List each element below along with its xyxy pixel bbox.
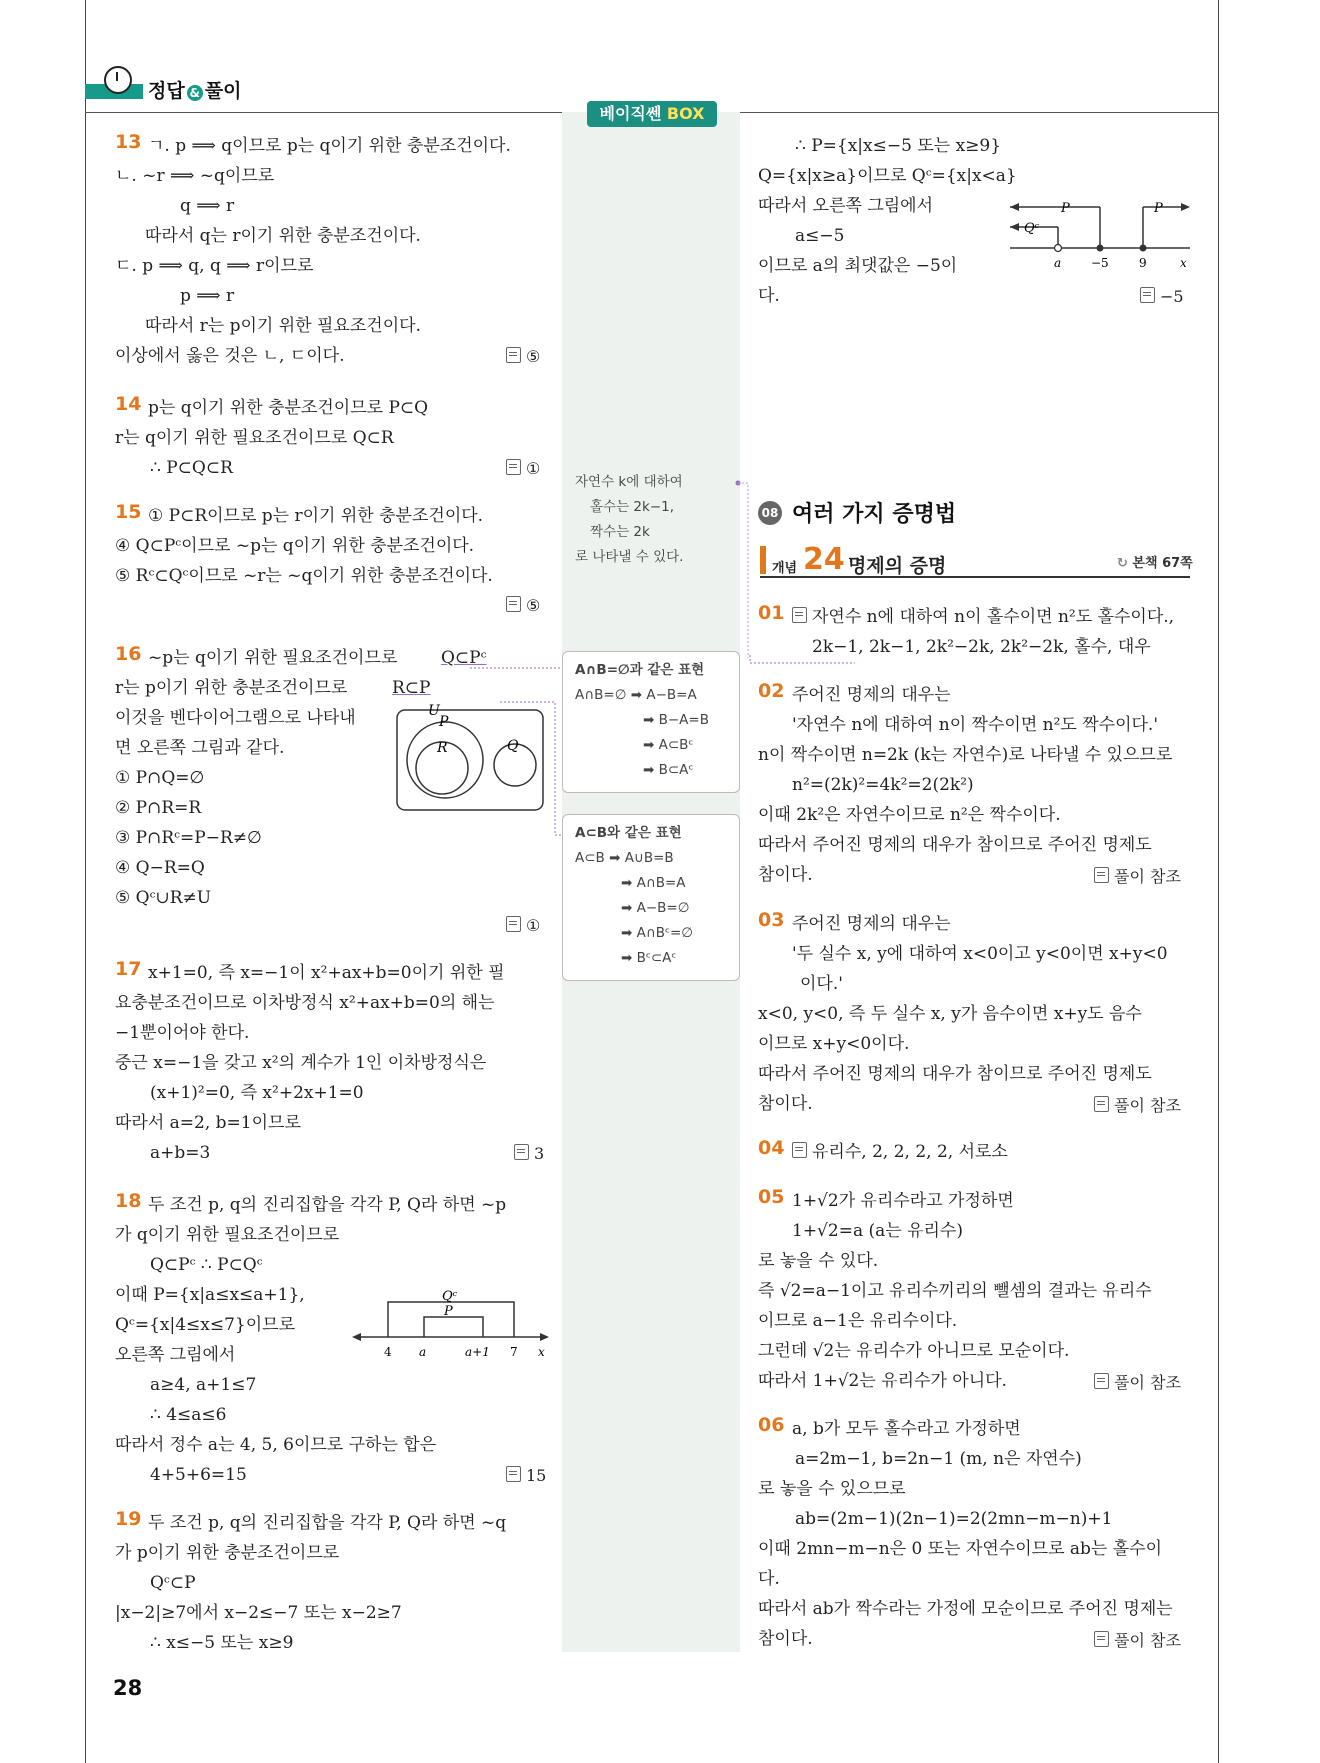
answer-label: 3 [514,1144,544,1163]
text-line: 따라서 ab가 짝수라는 가정에 모순이므로 주어진 명제는 [758,1599,1173,1619]
answer-icon [792,1142,807,1158]
text-line: 주어진 명제의 대우는 [792,914,951,934]
venn-label-q: Q [507,738,519,754]
text-line: a≤−5 [795,226,845,246]
answer-label: ① [506,916,540,935]
text-line: ∴ 4≤a≤6 [150,1405,227,1425]
answer-icon [506,916,521,932]
box-line: ➡ A⊂Bᶜ [643,737,694,753]
text-line: 오른쪽 그림에서 [115,1345,236,1365]
note-line: 홀수는 2k−1, [590,499,675,515]
text-line: ③ P∩Rᶜ=P−R≠∅ [115,828,262,848]
text-line: 유리수, 2, 2, 2, 2, 서로소 [792,1137,1008,1167]
problem-number: 05 [758,1186,785,1208]
text-line: 주어진 명제의 대우는 [792,685,951,705]
text-line: q ⟹ r [180,196,235,216]
text-line: 2k−1, 2k−1, 2k²−2k, 2k²−2k, 홀수, 대우 [812,637,1151,657]
box-line: ➡ A∩B=A [621,875,686,891]
answer-icon [506,1466,521,1482]
text-line: 가 p이기 위한 충분조건이므로 [115,1543,340,1563]
text-line: x<0, y<0, 즉 두 실수 x, y가 음수이면 x+y도 음수 [758,1004,1142,1024]
answer-label: 풀이 참조 [1094,1370,1181,1393]
box-line: A∩B=∅ ➡ A−B=A [575,687,697,703]
problem-number: 06 [758,1414,785,1436]
text-line: 이때 2mn−m−n은 0 또는 자연수이므로 ab는 홀수이 [758,1539,1163,1559]
text-line: 참이다. [758,1094,813,1114]
answer-icon [506,596,521,612]
text-line: ∴ P⊂Q⊂R [150,458,233,478]
answer-icon [1094,867,1109,883]
problem-number: 18 [115,1190,142,1212]
text-line: '자연수 n에 대하여 n이 짝수이면 n²도 짝수이다.' [792,715,1159,735]
answer-icon [1094,1096,1109,1112]
section-number-badge: 08 [758,501,782,525]
text-line: ab=(2m−1)(2n−1)=2(2mn−m−n)+1 [795,1509,1113,1529]
answer-icon [1140,287,1155,303]
concept-label: 개념 [772,561,798,576]
tick-a-plus-1: a+1 [465,1345,490,1359]
text-line: 다. [758,286,780,306]
text-line: 중근 x=−1을 갖고 x²의 계수가 1인 이차방정식은 [115,1053,487,1073]
text-line: 이므로 a−1은 유리수이다. [758,1311,958,1331]
text-line: ⑤ Qᶜ∪R≠U [115,888,212,908]
note-line: 자연수 k에 대하여 [575,474,683,490]
text-line: 이상에서 옳은 것은 ㄴ, ㄷ이다. [115,346,345,366]
answer-label: 15 [506,1466,546,1485]
text-line: r는 q이기 위한 필요조건이므로 Q⊂R [115,428,394,448]
concept-number: 24 [803,542,845,577]
answer-label: 풀이 참조 [1094,864,1181,887]
text-line: 두 조건 p, q의 진리집합을 각각 P, Q라 하면 ~q [148,1513,507,1533]
number-line-18 [352,1280,552,1360]
text-line: 자연수 n에 대하여 n이 홀수이면 n²도 홀수이다., [792,602,1174,632]
box-title: A∩B=∅과 같은 표현 [575,662,705,678]
text-line: 참이다. [758,865,813,885]
text-line: 따라서 a=2, b=1이므로 [115,1113,301,1133]
ampersand-badge: & [187,85,203,101]
text-line: ① P⊂R이므로 p는 r이기 위한 충분조건이다. [148,506,484,526]
basic-box-tab: 베이직쎈 BOX [587,101,717,127]
text-line: |x−2|≥7에서 x−2≤−7 또는 x−2≥7 [115,1603,402,1623]
text-line: 1+√2가 유리수라고 가정하면 [792,1191,1014,1211]
text-line: ④ Q⊂Pᶜ이므로 ~p는 q이기 위한 충분조건이다. [115,536,475,556]
label-p-right: P [1154,201,1163,216]
text-line: (x+1)²=0, 즉 x²+2x+1=0 [150,1083,364,1103]
concept-title: 명제의 증명 [848,555,947,577]
section-title: 여러 가지 증명법 [792,502,957,527]
answer-icon [1094,1373,1109,1389]
venn-label-u: U [428,703,440,719]
set-relation: R⊂P [392,678,431,698]
text-line: 따라서 주어진 명제의 대우가 참이므로 주어진 명제도 [758,835,1152,855]
text-line: ② P∩R=R [115,798,202,818]
tick-a: a [1054,256,1062,270]
text-line: 참이다. [758,1629,813,1649]
tick-4: 4 [384,1345,392,1359]
axis-x-label: x [1180,256,1187,270]
tick-9: 9 [1139,256,1147,270]
problem-number: 14 [115,393,142,415]
tick-a: a [419,1345,427,1359]
problem-number: 17 [115,958,142,980]
answer-icon [506,347,521,363]
header-title: 정답 & 풀이 [148,80,242,102]
answer-icon [514,1144,529,1160]
text-line: r는 p이기 위한 충분조건이므로 [115,678,348,698]
problem-number: 03 [758,909,785,931]
label-p-left: P [1061,201,1070,216]
text-line: a≥4, a+1≤7 [150,1375,257,1395]
text-line: 따라서 r는 p이기 위한 필요조건이다. [145,316,421,336]
problem-number: 15 [115,501,142,523]
text-line: 따라서 오른쪽 그림에서 [758,196,934,216]
number-line-19 [1008,193,1193,271]
text-line: ~p는 q이기 위한 필요조건이므로 [148,648,398,668]
text-line: 따라서 주어진 명제의 대우가 참이므로 주어진 명제도 [758,1064,1152,1084]
text-line: 요충분조건이므로 이차방정식 x²+ax+b=0의 해는 [115,993,495,1013]
text-line: −1뿐이어야 한다. [115,1023,250,1043]
text-line: Qᶜ={x|4≤x≤7}이므로 [115,1315,295,1335]
page-border-left [85,0,86,1763]
box-line: ➡ B⊂Aᶜ [643,762,694,778]
venn-label-r: R [437,740,448,756]
sidebar-connectors [470,660,565,840]
problem-number: 01 [758,602,785,624]
text-line: ① P∩Q=∅ [115,768,205,788]
problem-number: 13 [115,131,142,153]
problem-number: 04 [758,1137,785,1159]
text-line: 두 조건 p, q의 진리집합을 각각 P, Q라 하면 ~p [148,1195,507,1215]
answer-label: 풀이 참조 [1094,1628,1181,1651]
box-line: ➡ Bᶜ⊂Aᶜ [621,950,677,966]
text-line: 다. [758,1569,780,1589]
text-line: ∴ P={x|x≤−5 또는 x≥9} [795,136,1002,156]
answer-connector [740,655,860,671]
answer-label: ⑤ [506,596,540,615]
alarm-clock-icon [104,66,132,94]
text-line: ㄷ. p ⟹ q, q ⟹ r이므로 [115,256,314,276]
box-line: A⊂B ➡ A∪B=B [575,850,674,866]
text-line: ㄱ. p ⟹ q이므로 p는 q이기 위한 충분조건이다. [148,136,511,156]
text-line: 이때 P={x|a≤x≤a+1}, [115,1285,305,1305]
answer-icon [506,459,521,475]
answer-label: ⑤ [506,347,540,366]
note-line: 로 나타낼 수 있다. [575,549,684,565]
text-line: 즉 √2=a−1이고 유리수끼리의 뺄셈의 결과는 유리수 [758,1281,1152,1301]
text-line: '두 실수 x, y에 대하여 x<0이고 y<0이면 x+y<0 [792,944,1168,964]
venn-label-p: P [439,714,449,730]
text-line: 그런데 √2는 유리수가 아니므로 모순이다. [758,1341,1070,1361]
text-line: a=2m−1, b=2n−1 (m, n은 자연수) [795,1449,1082,1469]
answer-icon [1094,1631,1109,1647]
text-line: x+1=0, 즉 x=−1이 x²+ax+b=0이기 위한 필 [148,963,505,983]
text-line: 따라서 정수 a는 4, 5, 6이므로 구하는 합은 [115,1435,437,1455]
text-line: Q⊂Pᶜ ∴ P⊂Qᶜ [150,1255,263,1275]
tick-7: 7 [510,1345,518,1359]
note-connector [732,478,762,678]
text-line: p ⟹ r [180,286,235,306]
axis-x-label: x [538,1345,545,1359]
text-line: n²=(2k)²=4k²=2(2k²) [792,775,974,795]
text-line: 1+√2=a (a는 유리수) [792,1221,963,1241]
answer-icon [792,607,807,623]
problem-number: 16 [115,643,142,665]
label-p: P [444,1304,453,1319]
text-line: ∴ x≤−5 또는 x≥9 [150,1633,294,1653]
tick-minus-5: −5 [1091,256,1109,270]
label-qc: Qᶜ [1024,221,1040,236]
text-line: a, b가 모두 홀수라고 가정하면 [792,1419,1021,1439]
text-line: p는 q이기 위한 충분조건이므로 P⊂Q [148,398,429,418]
text-line: 가 q이기 위한 필요조건이므로 [115,1225,340,1245]
text-line: 이다.' [800,974,843,994]
text-line: ⑤ Rᶜ⊂Qᶜ이므로 ~r는 ~q이기 위한 충분조건이다. [115,566,493,586]
text-line: 따라서 1+√2는 유리수가 아니다. [758,1371,1007,1391]
label-qc: Qᶜ [442,1289,458,1304]
note-line: 짝수는 2k [590,524,650,540]
text-line: 이므로 x+y<0이다. [758,1034,910,1054]
text-line: Q={x|x≥a}이므로 Qᶜ={x|x<a} [758,166,1017,186]
text-line: 이것을 벤다이어그램으로 나타내 [115,708,356,728]
page-border-right [1218,0,1219,1763]
text-line: 이므로 a의 최댓값은 −5이 [758,256,958,276]
answer-label: ① [506,459,540,478]
text-line: ④ Q−R=Q [115,858,205,878]
text-line: 면 오른쪽 그림과 같다. [115,738,285,758]
box-title: A⊂B와 같은 표현 [575,825,682,841]
text-line: 이때 2k²은 자연수이므로 n²은 짝수이다. [758,805,1061,825]
concept-marker [760,546,766,574]
text-line: Qᶜ⊂P [150,1573,196,1593]
text-line: ㄴ. ~r ⟹ ~q이므로 [115,166,275,186]
textbook-page-ref: ↻ 본책 67쪽 [1117,556,1193,571]
text-line: n이 짝수이면 n=2k (k는 자연수)로 나타낼 수 있으므로 [758,745,1173,765]
problem-number: 19 [115,1508,142,1530]
box-line: ➡ B−A=B [643,712,709,728]
set-relation: Q⊂Pᶜ [441,648,487,668]
answer-label: 풀이 참조 [1094,1093,1181,1116]
text-line: a+b=3 [150,1143,211,1163]
box-line: ➡ A∩Bᶜ=∅ [621,925,694,941]
text-line: 4+5+6=15 [150,1465,247,1485]
text-line: 로 놓을 수 있다. [758,1251,879,1271]
problem-number: 02 [758,680,785,702]
text-line: 따라서 q는 r이기 위한 충분조건이다. [145,226,421,246]
box-line: ➡ A−B=∅ [621,900,690,916]
answer-label: −5 [1140,287,1184,306]
text-line: 로 놓을 수 있으므로 [758,1479,906,1499]
page-number: 28 [113,1676,143,1700]
